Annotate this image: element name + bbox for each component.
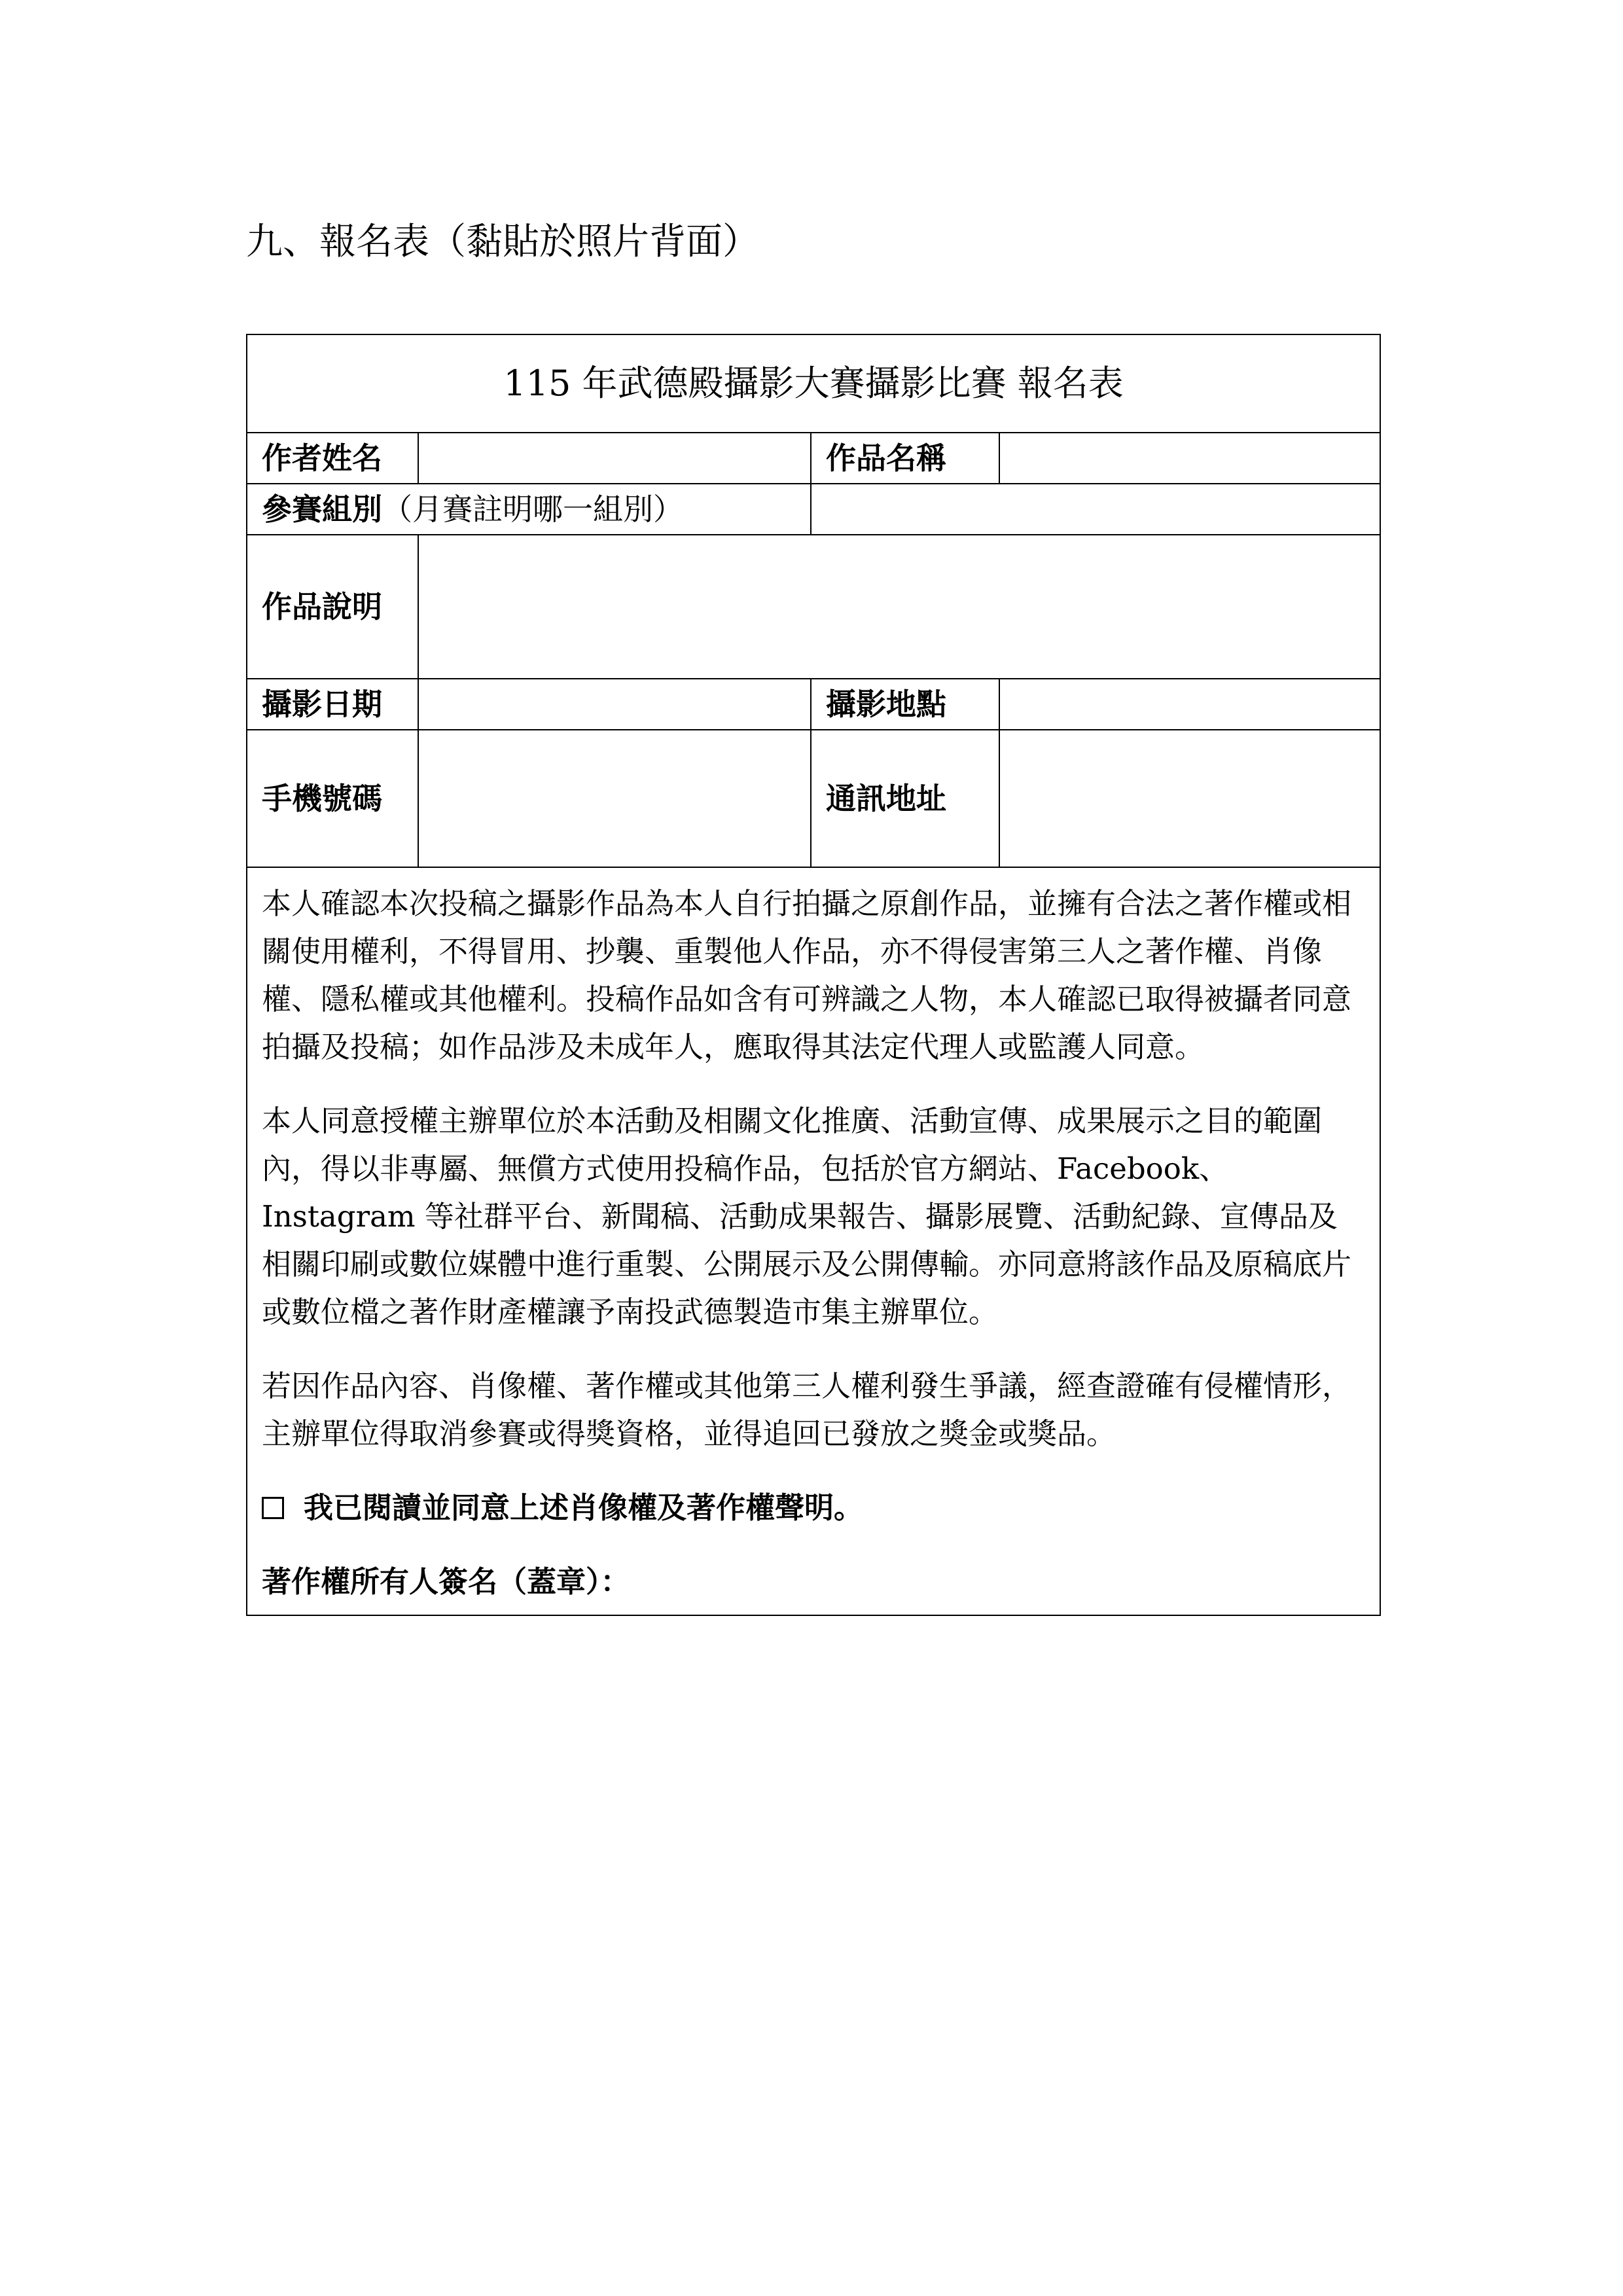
description-row [247,535,1380,679]
address-label: 通訊地址 [811,730,999,867]
category-field[interactable] [811,484,1380,535]
author-name-field[interactable] [418,433,811,484]
category-row [247,484,1380,535]
photo-location-field[interactable] [999,679,1380,730]
statement-row [247,867,1380,1615]
phone-field[interactable] [418,730,811,867]
address-field[interactable] [999,730,1380,867]
registration-form-table [246,334,1381,1616]
photo-date-label: 攝影日期 [247,679,418,730]
consent-line [262,1484,1365,1532]
description-label: 作品說明 [247,535,418,679]
phone-label: 手機號碼 [247,730,418,867]
signature-label: 著作權所有人簽名（蓋章）： [262,1564,630,1599]
category-label-cell [247,484,811,535]
consent-label: 我已閱讀並同意上述肖像權及著作權聲明。 [304,1490,864,1525]
statement-cell [247,867,1380,1615]
title-row [247,334,1380,433]
section-heading: 九、報名表（黏貼於照片背面） [246,221,759,263]
author-name-label: 作者姓名 [247,433,418,484]
statement-paragraph-2: 本人同意授權主辦單位於本活動及相關文化推廣、活動宣傳、成果展示之目的範圍內，得以非專屬、無償方式使用投稿作品，包括於官方網站、Facebook、Instagram 等社群平台、新聞稿、活動成果報告、攝影展覽、活動紀錄、宣傳品及相關印刷或數位媒體中進行重製、公開展示及公開傳輸。亦同意將該作品及原稿底片或數位檔之著作財產權讓予南投武德製造市集主辦單位。 [262,1103,1352,1329]
statement-paragraph-3: 若因作品內容、肖像權、著作權或其他第三人權利發生爭議，經查證確有侵權情形，主辦單位得取消參賽或得獎資格，並得追回已發放之獎金或獎品。 [262,1369,1352,1451]
work-title-field[interactable] [999,433,1380,484]
photo-info-row [247,679,1380,730]
work-title-label: 作品名稱 [811,433,999,484]
author-row [247,433,1380,484]
contact-row [247,730,1380,867]
photo-location-label: 攝影地點 [811,679,999,730]
consent-checkbox[interactable] [262,1497,284,1519]
statement-paragraph-1: 本人確認本次投稿之攝影作品為本人自行拍攝之原創作品，並擁有合法之著作權或相關使用權利，不得冒用、抄襲、重製他人作品，亦不得侵害第三人之著作權、肖像權、隱私權或其他權利。投稿作品如含有可辨識之人物，本人確認已取得被攝者同意拍攝及投稿；如作品涉及未成年人，應取得其法定代理人或監護人同意。 [262,886,1352,1064]
form-title: 115 年武德殿攝影大賽攝影比賽 報名表 [247,334,1380,433]
description-field[interactable] [418,535,1380,679]
category-label: 參賽組別 [262,492,382,527]
photo-date-field[interactable] [418,679,811,730]
category-note: （月賽註明哪一組別） [382,492,683,527]
